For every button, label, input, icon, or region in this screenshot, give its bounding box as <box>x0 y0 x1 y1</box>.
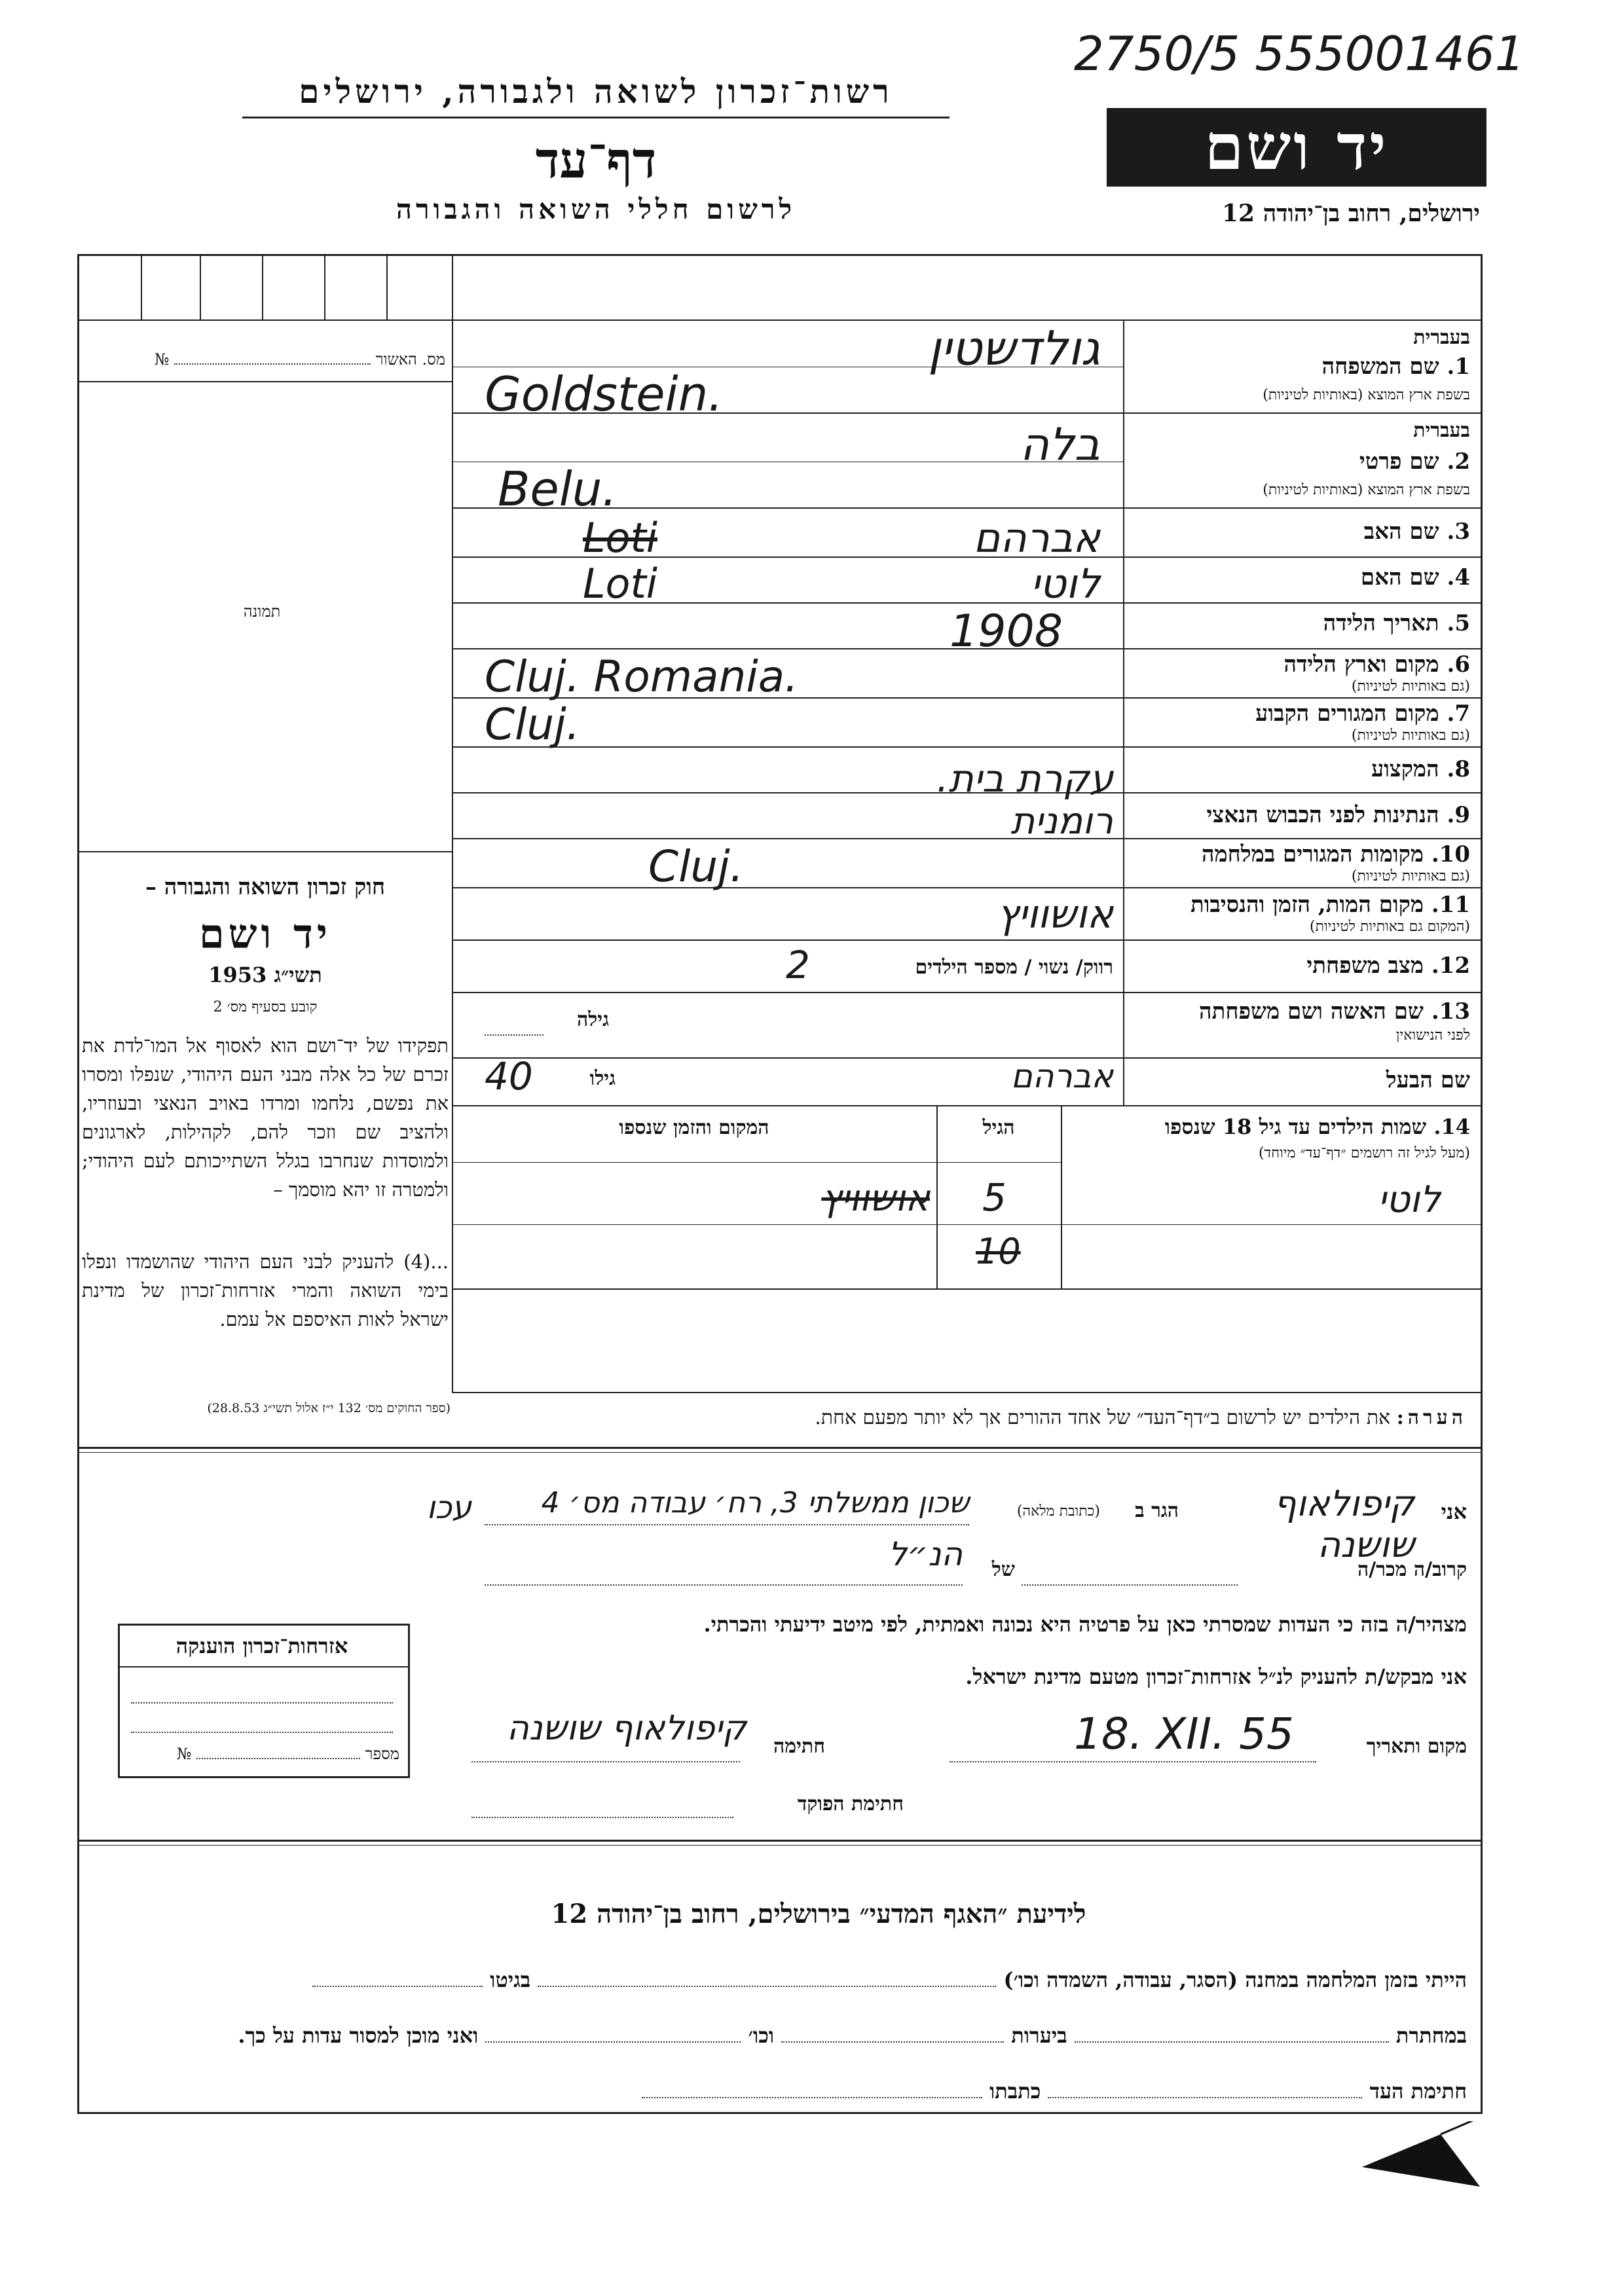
f4-label: 4. שם האם <box>1360 564 1470 591</box>
f13-label: 13. שם האשה ושם משפחתה <box>1199 998 1470 1025</box>
law-text-2: ...(4) להעניק לבני העם היהודי שהושמדו ונפלו בימי השואה והמרי אזרחות־זכרון של מדינת ישראל לאות האיספם אל עמם. <box>82 1250 449 1330</box>
husband-age: 40 <box>485 1054 533 1099</box>
f5-value: 1908 <box>950 606 1063 657</box>
of-label: של <box>991 1558 1015 1581</box>
yad-vashem-logo: יד ושם <box>1107 108 1486 187</box>
f14-col-place: המקום והזמן שנספו <box>619 1116 769 1139</box>
f6-sub: (גם באותיות לטיניות) <box>1351 678 1470 695</box>
f6-value: Cluj. Romania. <box>485 651 799 702</box>
law-source: (ספר החוקים מס׳ 132 י״ז אלול תשי״ג 28.8.53) <box>207 1401 451 1415</box>
f6-label: 6. מקום וארץ הלידה <box>1283 651 1470 678</box>
f7-label: 7. מקום המגורים הקבוע <box>1255 701 1470 727</box>
child1-place: אושוויץ <box>821 1177 930 1220</box>
f9-value: רומנית <box>1010 800 1113 843</box>
photo-label: תמונה <box>243 602 281 621</box>
husband-age-label: גילו <box>589 1067 616 1090</box>
f1-sub: בשפת ארץ המוצא (באותיות לטיניות) <box>1263 387 1470 403</box>
law-year: תשי״ג 1953 <box>208 962 322 987</box>
resides-label: הגר ב <box>1135 1499 1179 1522</box>
footer-line-1: הייתי בזמן המלחמה במחנה (הסגר, עבודה, השמדה וכו׳) בגיטו <box>92 1967 1467 1992</box>
f14-label: 14. שמות הילדים עד גיל 18 שנספו <box>1164 1114 1470 1139</box>
authority-underline <box>242 117 950 118</box>
certificate-title: אזרחות־זכרון הוענקה <box>175 1633 348 1658</box>
footer-line-2: במחתרת ביערות וכו׳ ואני מוכן למסור עדות על כך. <box>238 2023 1467 2048</box>
relation-value: הנ״ל <box>888 1535 963 1573</box>
husband-label: שם הבעל <box>1386 1067 1470 1093</box>
f12-children-count: 2 <box>786 943 810 987</box>
declaration-request: אני מבקש/ת להעניק לנ״ל אזרחות־זכרון מטעם מדינת ישראל. <box>965 1664 1467 1689</box>
place-date-value: 18. XII. 55 <box>1074 1709 1295 1759</box>
f11-value: אושוויץ <box>997 892 1113 938</box>
child1-name: לוטי <box>1378 1178 1441 1221</box>
f12-label: 12. מצב משפחתי <box>1306 953 1470 979</box>
law-clause: קובע בסעיף מס׳ 2 <box>213 999 318 1015</box>
f12-marital-options: רווק/ נשוי / מספר הילדים <box>915 956 1113 979</box>
note-label: הערה: <box>1396 1406 1467 1429</box>
f10-label: 10. מקומות המגורים במלחמה <box>1201 841 1470 867</box>
footer-title: לידיעת ״האגף המדעי״ בירושלים, רחוב בן־יהודה 12 <box>551 1899 1086 1929</box>
declaration-statement: מצהיר/ה בזה כי העדות שמסרתי כאן על פרטיה היא נכונה ואמתית, לפי מיטב ידיעתי והכרתי. <box>703 1612 1467 1637</box>
child2-age: 10 <box>976 1231 1021 1272</box>
office-address: ירושלים, רחוב בן־יהודה 12 <box>1221 200 1480 227</box>
signature-value: קיפולאוף שושנה <box>506 1709 747 1748</box>
declarant-address: שכון ממשלתי 3, רח׳ עבודה מס׳ 4 <box>541 1486 969 1520</box>
f10-value: Cluj. <box>648 841 744 892</box>
f9-label: 9. הנתינות לפני הכבוש הנאצי <box>1206 802 1470 828</box>
f7-sub: (גם באותיות לטיניות) <box>1351 727 1470 744</box>
relation-label: קרוב/ה מכר/ה <box>1357 1558 1467 1581</box>
note <box>616 1406 1467 1429</box>
f3-latin-value: Loti <box>583 514 658 562</box>
f11-sub: (המקום גם באותיות לטיניות) <box>1310 919 1470 935</box>
child1-age: 5 <box>982 1175 1006 1220</box>
f11-label: 11. מקום המות, הזמן והנסיבות <box>1190 892 1470 918</box>
f2-label: 2. שם פרטי <box>1359 448 1470 475</box>
f8-label: 8. המקצוע <box>1371 756 1470 782</box>
officer-signature-label: חתימת הפוקד <box>797 1793 904 1815</box>
f13-sub: לפני הנישואין <box>1395 1027 1470 1044</box>
f1-latin-value: Goldstein. <box>485 367 724 422</box>
law-title: חוק זכרון השואה והגבורה – <box>145 874 386 900</box>
declarant-city: עכו <box>426 1489 471 1526</box>
law-name: יד ושם <box>198 910 332 958</box>
footer-line-3: חתימת העד כתבתו <box>92 2079 1467 2104</box>
f2-in-hebrew: בעברית <box>1413 419 1470 442</box>
f4-hebrew-value: לוטי <box>1030 560 1100 608</box>
f2-hebrew-value: בלה <box>1020 419 1100 471</box>
form-subtitle: לרשום חללי השואה והגבורה <box>396 193 796 225</box>
f13-age-label: גילה <box>576 1008 609 1031</box>
f1-in-hebrew: בעברית <box>1413 326 1470 349</box>
place-date-label: מקום ותאריך <box>1366 1735 1467 1758</box>
husband-value: אברהם <box>1010 1057 1113 1095</box>
signature-label: חתימה <box>773 1735 825 1758</box>
reference-number: 2750/5 555001461 <box>1074 26 1525 81</box>
f14-col-age: הגיל <box>982 1116 1015 1139</box>
f1-hebrew-value: גולדשטין <box>928 321 1100 376</box>
law-text: תפקידו של יד־ושם הוא לאסוף אל המו־לדת את זכרם של כל אלה מבני העם היהודי, שנפלו ומסרו את נפשם, נלחמו ומרדו באויב הנאצי ובעוזריו, ולהציב שם וזכר להם, לקהילות, לארגונים ולמוסדות שנחרבו בגלל השתייכותם לעם היהודי; ולמטרה זו יהא מוסמך – <box>82 1034 449 1201</box>
authority-title: רשות־זכרון לשואה ולגבורה, ירושלים <box>299 72 893 111</box>
declaration-i-label: אני <box>1441 1499 1467 1524</box>
f14-sub: (מעל לגיל זה רושמים ״דף־עד״ מיוחד) <box>1258 1145 1470 1161</box>
f3-hebrew-value: אברהם <box>973 514 1100 562</box>
f3-label: 3. שם האב <box>1363 519 1470 545</box>
f4-latin-value: Loti <box>583 560 658 608</box>
f2-latin-value: Belu. <box>498 462 618 517</box>
f10-sub: (גם באותיות לטיניות) <box>1351 868 1470 884</box>
note-text: את הילדים יש לרשום ב״דף־העד״ של אחד ההורים אך לא יותר מפעם אחת. <box>815 1406 1391 1429</box>
declarant-name: קיפולאוף שושנה <box>1274 1483 1414 1565</box>
f5-label: 5. תאריך הלידה <box>1323 610 1470 636</box>
address-hint: (כתובת מלאה) <box>1016 1503 1100 1520</box>
form-title: דף־עד <box>535 131 657 189</box>
certificate-number: מספר № <box>176 1745 399 1763</box>
f1-label: 1. שם המשפחה <box>1321 354 1470 380</box>
corner-fold-mark <box>1362 2121 1493 2193</box>
f7-value: Cluj. <box>485 699 580 750</box>
approval-number-label: מס. האשור № <box>154 350 445 369</box>
f2-sub: בשפת ארץ המוצא (באותיות לטיניות) <box>1263 482 1470 498</box>
f8-value: עקרת בית. <box>936 756 1113 801</box>
